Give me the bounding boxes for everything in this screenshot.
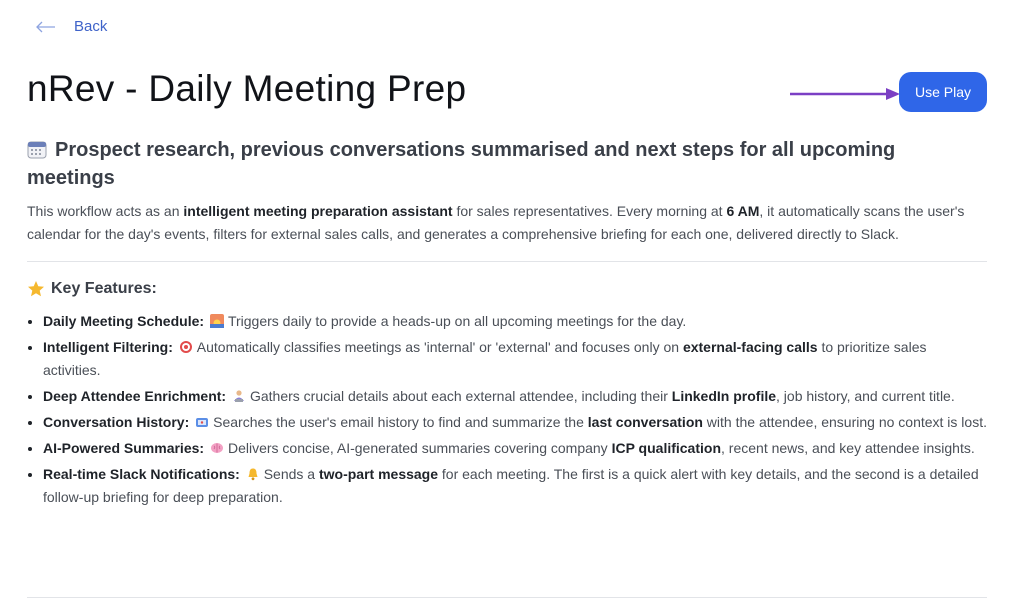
summary-description: This workflow acts as an intelligent meeting preparation assistant for sales representatives. Every morning at 6 AM, it automatically scans the user's calendar for the day's events, filters for external sales calls, and generates a comprehensive briefing for each one, delivered directly to Slack.	[27, 203, 965, 242]
list-item: • Daily Meeting Schedule: Triggers daily to provide a heads-up on all upcoming meetings for the day.	[43, 310, 987, 333]
divider	[27, 597, 987, 598]
bell-icon	[246, 467, 260, 481]
star-icon	[27, 280, 45, 298]
mailbox-icon	[195, 415, 209, 429]
back-link[interactable]	[36, 18, 107, 35]
pointer-arrow-icon	[790, 86, 902, 102]
arrow-left-icon	[36, 21, 56, 33]
list-item: • AI-Powered Summaries: Delivers concise, AI-generated summaries covering company ICP qualification, recent news, and key attendee insights.	[43, 437, 987, 460]
list-item: • Intelligent Filtering: Automatically classifies meetings as 'internal' or 'external' and focuses only on external-facing calls to prioritize sales activities.	[43, 336, 987, 382]
list-item: • Real-time Slack Notifications: Sends a two-part message for each meeting. The first is a quick alert with key details, and the second is a detailed follow-up briefing for deep preparation.	[43, 463, 987, 509]
use-play-button[interactable]: Use Play	[899, 72, 987, 112]
person-laptop-icon	[232, 389, 246, 403]
features-list	[27, 310, 987, 509]
list-item: • Conversation History: Searches the user's email history to find and summarize the last conversation with the attendee, ensuring no context is lost.	[43, 411, 987, 434]
list-item: • Deep Attendee Enrichment: Gathers crucial details about each external attendee, including their LinkedIn profile, job history, and current title.	[43, 385, 987, 408]
divider	[27, 261, 987, 262]
main-content	[27, 136, 987, 512]
summary-subtitle: Prospect research, previous conversations summarised and next steps for all upcoming meetings	[27, 139, 896, 189]
calendar-icon	[27, 139, 47, 159]
back-label: Back	[74, 18, 108, 35]
target-icon	[179, 340, 193, 354]
sunrise-icon	[210, 314, 224, 328]
brain-icon	[210, 441, 224, 455]
page-title: nRev - Daily Meeting Prep	[27, 68, 467, 109]
features-heading: Key Features:	[27, 280, 987, 298]
